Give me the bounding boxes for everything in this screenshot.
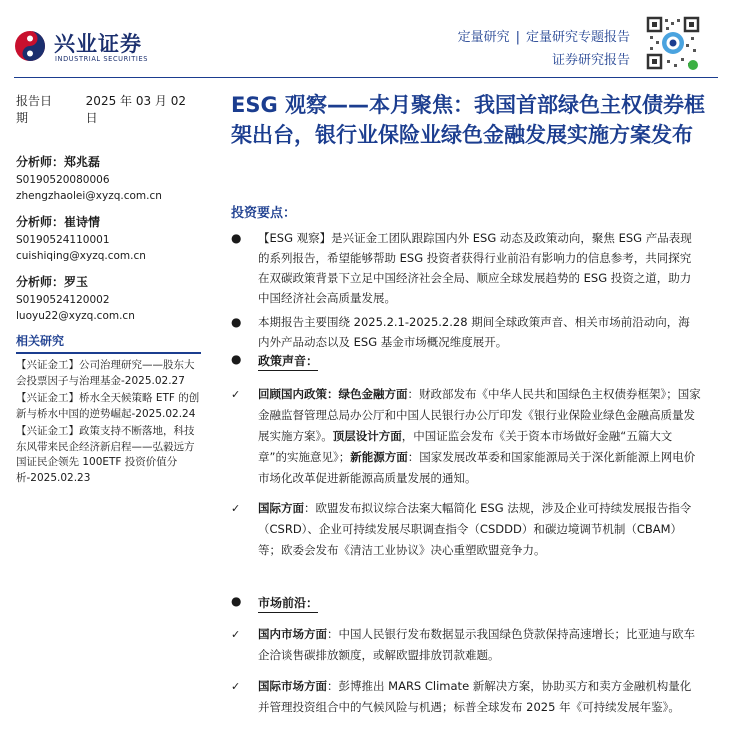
sidebar bbox=[16, 92, 201, 488]
analyst-email[interactable]: cuishiqing@xyzq.com.cn bbox=[16, 250, 146, 262]
analyst-name: 分析师：郑兆磊 bbox=[16, 155, 101, 169]
related-research-link[interactable]: 【兴证金工】公司治理研究——股东大会投票因子与治理基金-2025.02.27 bbox=[16, 359, 195, 387]
logo-mark-icon bbox=[14, 30, 46, 62]
market-international-item bbox=[231, 676, 701, 718]
bullet-text: 【ESG 观察】是兴证金工团队跟踪国内外 ESG 动态及政策动向，聚焦 ESG 产品表现的系列报告，希望能够帮助 ESG 投资者获得行业前沿有影响力的信息参考，共同探究在双碳政策背景下立足中国经济社会全局、顺应全球发展趋势的 ESG 投资之道，助力中国经济社会高质量发展。 bbox=[258, 231, 692, 305]
category-special: 定量研究专题报告 bbox=[525, 30, 630, 45]
intl-policy-label: 国际方面 bbox=[258, 501, 304, 515]
check-icon: ✓ bbox=[231, 628, 241, 641]
new-energy-text: ：国家发展改革委和国家能源局关于深化新能源上网电价市场化改革促进新能源高质量发展的通知。 bbox=[258, 450, 696, 485]
policy-heading: 政策声音： bbox=[258, 352, 318, 371]
check-icon: ✓ bbox=[231, 680, 241, 693]
analyst-license-id: S0190524120002 bbox=[16, 294, 110, 306]
policy-domestic-item bbox=[231, 384, 701, 489]
bullet-text: 本期报告主要围绕 2025.2.1-2025.2.28 期间全球政策声音、相关市场前沿动向，海内外产品动态以及 ESG 基金市场概况维度展开。 bbox=[258, 315, 690, 349]
green-finance-text: ：财政部发布《中华人民共和国绿色主权债券框架》；国家金融监督管理总局办公厅和中国人民银行办公厅印发《银行业保险业绿色金融高质量发展实施方案》。 bbox=[258, 387, 701, 443]
report-date bbox=[16, 92, 201, 126]
analyst-card bbox=[16, 152, 201, 204]
related-research-title: 相关研究 bbox=[16, 332, 201, 354]
highlight-bullet bbox=[231, 228, 701, 308]
market-domestic-item bbox=[231, 624, 701, 666]
category-quant: 定量研究 bbox=[457, 30, 510, 45]
report-date-label: 报告日期 bbox=[16, 94, 53, 125]
domestic-policy-label: 回顾国内政策 bbox=[258, 387, 327, 401]
policy-intl-text bbox=[258, 498, 701, 561]
report-date-value: 2025 年 03 月 02 日 bbox=[85, 94, 187, 125]
top-design-text: ，中国证监会发布《关于资本市场做好金融“五篇大文章”的实施意见》； bbox=[258, 429, 673, 464]
market-domestic-text bbox=[258, 624, 701, 666]
green-finance-label: 绿色金融方面 bbox=[338, 387, 408, 401]
highlight-bullet bbox=[231, 312, 701, 352]
related-research-link[interactable]: 【兴证金工】桥水全天候策略 ETF 的创新与桥水中国的逆势崛起-2025.02.24 bbox=[16, 392, 200, 420]
domestic-market-label: 国内市场方面 bbox=[258, 627, 327, 641]
check-icon: ✓ bbox=[231, 502, 241, 515]
top-design-label: 顶层设计方面 bbox=[332, 429, 402, 443]
bullet-marker: ● bbox=[231, 594, 242, 608]
logo-text-cn: 兴业证券 bbox=[54, 32, 142, 56]
bullet-marker: ● bbox=[231, 315, 242, 329]
qr-code-icon bbox=[646, 16, 700, 70]
company-logo bbox=[14, 28, 154, 70]
intl-policy-text: ：欧盟发布拟议综合法案大幅简化 ESG 法规，涉及企业可持续发展报告指令（CSRD）、企业可持续发展尽职调查指令（CSDDD）和碳边境调节机制（CBAM）等；欧委会发布《清洁工业协议》决心重塑欧盟竞争力。 bbox=[258, 501, 692, 557]
category-separator: | bbox=[515, 30, 520, 45]
check-icon: ✓ bbox=[231, 388, 241, 401]
header-divider bbox=[14, 77, 718, 78]
policy-international-item bbox=[231, 498, 701, 561]
bullet-marker: ● bbox=[231, 352, 242, 366]
market-intl-text bbox=[258, 676, 701, 718]
intl-market-label: 国际市场方面 bbox=[258, 679, 327, 693]
analyst-license-id: S0190524110001 bbox=[16, 234, 110, 246]
analyst-email[interactable]: luoyu22@xyzq.com.cn bbox=[16, 310, 135, 322]
analyst-card bbox=[16, 272, 201, 324]
analyst-card bbox=[16, 212, 201, 264]
report-type: 证券研究报告 bbox=[551, 53, 630, 68]
analyst-name: 分析师：罗玉 bbox=[16, 275, 89, 289]
investment-highlights-heading: 投资要点： bbox=[231, 206, 297, 221]
market-heading: 市场前沿： bbox=[258, 594, 318, 613]
analyst-license-id: S0190520080006 bbox=[16, 174, 110, 186]
analyst-name: 分析师：崔诗情 bbox=[16, 215, 101, 229]
domestic-market-text: ：中国人民银行发布数据显示我国绿色贷款保持高速增长；比亚迪与欧车企洽谈售碳排放额度，或解欧盟排放罚款难题。 bbox=[258, 627, 695, 662]
label-colon: ： bbox=[327, 387, 339, 401]
new-energy-label: 新能源方面 bbox=[350, 450, 408, 464]
report-category bbox=[458, 26, 630, 45]
logo-text-en: INDUSTRIAL SECURITIES bbox=[55, 55, 149, 63]
analyst-email[interactable]: zhengzhaolei@xyzq.com.cn bbox=[16, 190, 162, 202]
related-research-link[interactable]: 【兴证金工】政策支持不断落地，科技东风带来民企经济新启程——弘毅远方国证民企领先 100ETF 投资价值分析-2025.02.23 bbox=[16, 425, 195, 484]
intl-market-text: ：彭博推出 MARS Climate 新解决方案，协助买方和卖方金融机构量化并管理投资组合中的气候风险与机遇；标普全球发布 2025 年《可持续发展年鉴》。 bbox=[258, 679, 692, 714]
policy-domestic-text bbox=[258, 384, 701, 489]
bullet-marker: ● bbox=[231, 231, 242, 245]
report-title: ESG 观察——本月聚焦：我国首部绿色主权债券框架出台，银行业保险业绿色金融发展实施方案发布 bbox=[231, 93, 706, 147]
